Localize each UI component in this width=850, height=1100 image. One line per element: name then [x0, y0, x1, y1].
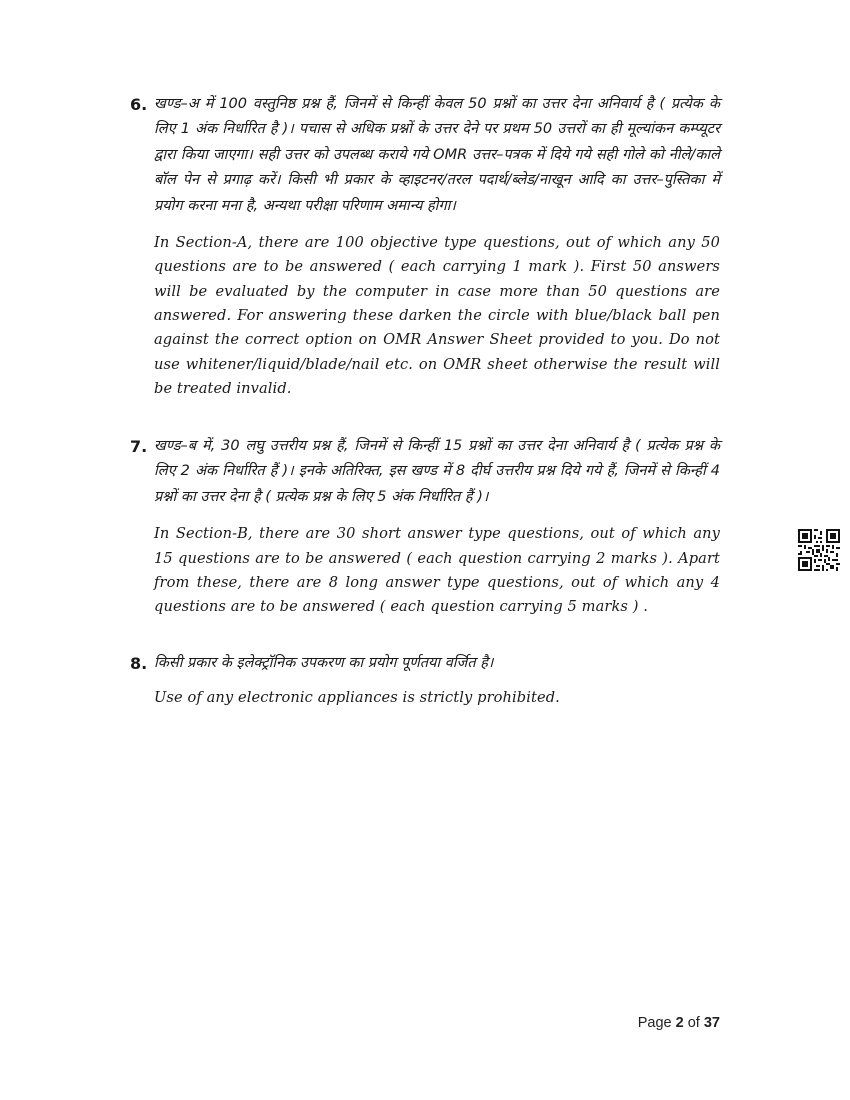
page-label: Page: [637, 1015, 672, 1031]
current-page-number: 2: [675, 1015, 684, 1031]
qr-code-icon: [798, 529, 840, 571]
item-number: 8.: [130, 654, 148, 673]
instruction-hindi-text: किसी प्रकार के इलेक्ट्रॉनिक उपकरण का प्रयोग पूर्णतया वर्जित है।: [154, 655, 494, 671]
item-number: 7.: [130, 437, 148, 456]
instruction-english-text: Use of any electronic appliances is strictly prohibited.: [154, 689, 560, 707]
item-number: 6.: [130, 95, 148, 114]
instruction-hindi-text: खण्ड–ब में, 30 लघु उत्तरीय प्रश्न हैं, जिनमें से किन्हीं 15 प्रश्नों का उत्तर देना अनिवार्य है ( प्रत्येक प्रश्न के लिए 2 अंक निर्धारित हैं )। इनके अतिरिक्त, इस खण्ड में 8 दीर्घ उत्तरीय प्रश्न दिये गये हैं, जिनमें से किन्हीं 4 प्रश्नों का उत्तर देना है ( प्रत्येक प्रश्न के लिए 5 अंक निर्धारित हैं )।: [154, 438, 720, 505]
instruction-item-8: [130, 651, 720, 711]
page-number-footer: [638, 1015, 720, 1031]
of-label: of: [687, 1015, 700, 1031]
instruction-item-7: [130, 434, 720, 619]
instruction-hindi-text: खण्ड–अ में 100 वस्तुनिष्ठ प्रश्न हैं, जिनमें से किन्हीं केवल 50 प्रश्नों का उत्तर देना अनिवार्य है ( प्रत्येक के लिए 1 अंक निर्धारित है )। पचास से अधिक प्रश्नों के उत्तर देने पर प्रथम 50 उत्तरों का ही मूल्यांकन कम्प्यूटर द्वारा किया जाएगा। सही उत्तर को उपलब्ध कराये गये OMR उत्तर–पत्रक में दिये गये सही गोले को नीले/काले बॉल पेन से प्रगाढ़ करें। किसी भी प्रकार के व्हाइटनर/तरल पदार्थ/ब्लेड/नाखून आदि का उत्तर–पुस्तिका में प्रयोग करना मना है, अन्यथा परीक्षा परिणाम अमान्य होगा।: [154, 96, 720, 214]
instruction-english-text: In Section-B, there are 30 short answer type questions, out of which any 15 questions are to be answered ( each question carrying 2 marks ). Apart from these, there are 8 long answer type questions, out of which any 4 questions are to be answered ( each question carrying 5 marks ) .: [154, 525, 720, 616]
total-pages-number: 37: [703, 1015, 720, 1031]
instruction-item-6: [130, 92, 720, 401]
instruction-english-text: In Section-A, there are 100 objective type questions, out of which any 50 questions are to be answered ( each carrying 1 mark ). First 50 answers will be evaluated by the computer in case more than 50 questions are answered. For answering these darken the circle with blue/black ball pen against the correct option on OMR Answer Sheet provided to you. Do not use whitener/liquid/blade/nail etc. on OMR sheet otherwise the result will be treated invalid.: [154, 234, 720, 397]
